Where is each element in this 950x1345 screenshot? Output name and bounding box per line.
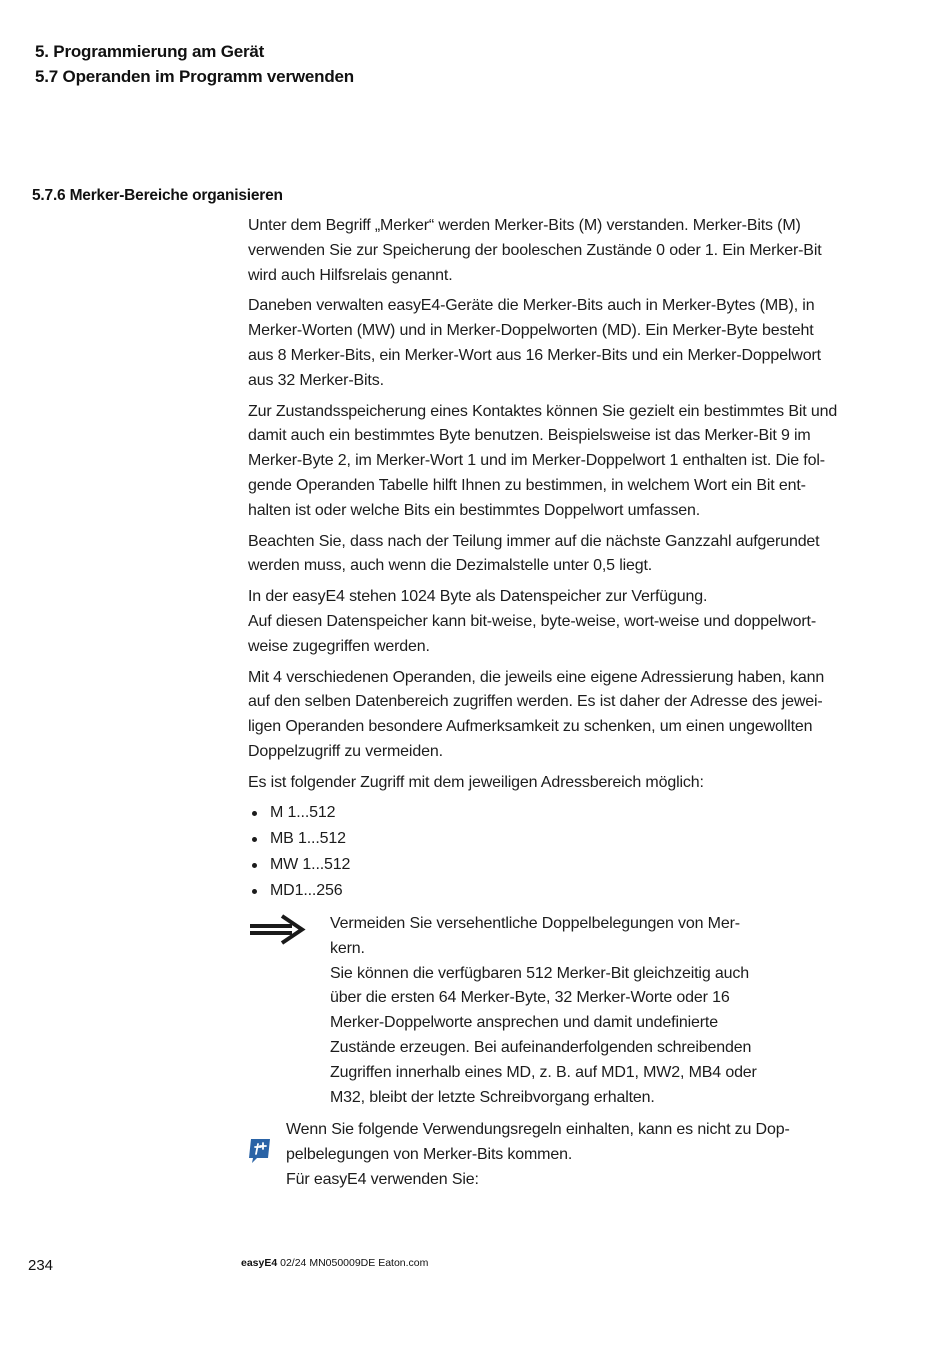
arrow-right-icon	[248, 913, 306, 947]
text-line: weise zugegriffen werden.	[248, 637, 430, 655]
text-line: verwenden Sie zur Speicherung der booleschen Zustände 0 oder 1. Ein Merker-Bit	[248, 241, 822, 259]
page-number: 234	[28, 1257, 54, 1274]
text-line: damit auch ein bestimmtes Byte benutzen. Beispielsweise ist das Merker-Bit 9 im	[248, 427, 811, 445]
list-item: MD1...256	[248, 878, 863, 904]
note-line: Zugriffen innerhalb eines MD, z. B. auf MD1, MW2, MB4 oder	[330, 1063, 757, 1081]
subsection-title: 5.7.6 Merker-Bereiche organisieren	[32, 187, 283, 204]
tip-line: pelbelegungen von Merker-Bits kommen.	[286, 1145, 573, 1163]
text-line: auf den selben Datenbereich zugriffen werden. Es ist daher der Adresse des jewei-	[248, 693, 823, 711]
text-line: wird auch Hilfsrelais genannt.	[248, 266, 453, 284]
footer-info	[241, 1257, 428, 1269]
text-line: halten ist oder welche Bits ein bestimmtes Doppelwort umfassen.	[248, 501, 701, 519]
paragraph-3	[248, 400, 863, 524]
text-line: Merker-Worten (MW) und in Merker-Doppelworten (MD). Ein Merker-Byte besteht	[248, 322, 814, 340]
footer-site: Eaton.com	[378, 1257, 429, 1269]
text-line: Mit 4 verschiedenen Operanden, die jeweils eine eigene Adressierung haben, kann	[248, 668, 825, 686]
text-line: ligen Operanden besondere Aufmerksamkeit zu schenken, um einen ungewollten	[248, 718, 813, 736]
text-line: aus 8 Merker-Bits, ein Merker-Wort aus 16 Merker-Bits und ein Merker-Doppelwort	[248, 346, 821, 364]
text-line: werden muss, auch wenn die Dezimalstelle unter 0,5 liegt.	[248, 557, 653, 575]
paragraph-1	[248, 214, 863, 288]
list-item: M 1...512	[248, 800, 863, 826]
tip-line: Wenn Sie folgende Verwendungsregeln einhalten, kann es nicht zu Dop-	[286, 1121, 790, 1138]
text-line: Zur Zustandsspeicherung eines Kontaktes können Sie gezielt ein bestimmtes Bit und	[248, 402, 838, 420]
text-line: Unter dem Begriff „Merker“ werden Merker-Bits (M) verstanden. Merker-Bits (M)	[248, 217, 801, 234]
operand-range-list	[248, 800, 863, 904]
tip-note	[286, 1118, 826, 1192]
paragraph-2	[248, 294, 863, 393]
paragraph-4	[248, 530, 863, 580]
list-item: MB 1...512	[248, 826, 863, 852]
note-line: Sie können die verfügbaren 512 Merker-Bit gleichzeitig auch	[330, 964, 749, 982]
note-line: Vermeiden Sie versehentliche Doppelbelegungen von Mer-	[330, 915, 740, 932]
warning-note	[330, 912, 780, 1110]
footer-product: easyE4	[241, 1257, 278, 1269]
text-line: In der easyE4 stehen 1024 Byte als Datenspeicher zur Verfügung.	[248, 588, 708, 606]
text-line: Doppelzugriff zu vermeiden.	[248, 742, 443, 760]
body-text	[248, 214, 863, 904]
note-line: über die ersten 64 Merker-Byte, 32 Merker-Worte oder 16	[330, 989, 730, 1007]
tip-line: Für easyE4 verwenden Sie:	[286, 1170, 479, 1188]
paragraph-5	[248, 585, 863, 659]
section-heading: 5.7 Operanden im Programm verwenden	[35, 67, 354, 86]
note-line: kern.	[330, 939, 365, 957]
text-line: Beachten Sie, dass nach der Teilung immer auf die nächste Ganzzahl aufgerundet	[248, 532, 820, 550]
paragraph-7	[248, 771, 863, 796]
note-line: Zustände erzeugen. Bei aufeinanderfolgenden schreibenden	[330, 1038, 752, 1056]
text-line: Auf diesen Datenspeicher kann bit-weise, byte-weise, wort-weise und doppelwort-	[248, 612, 817, 630]
paragraph-6	[248, 666, 863, 765]
list-item: MW 1...512	[248, 852, 863, 878]
chapter-heading: 5. Programmierung am Gerät	[35, 42, 265, 61]
footer-doc-ref: 02/24 MN050009DE	[280, 1257, 376, 1269]
info-tip-icon	[248, 1138, 272, 1164]
note-line: Merker-Doppelworte ansprechen und damit undefinierte	[330, 1014, 718, 1032]
text-line: Daneben verwalten easyE4-Geräte die Merker-Bits auch in Merker-Bytes (MB), in	[248, 297, 815, 315]
note-line: M32, bleibt der letzte Schreibvorgang erhalten.	[330, 1088, 655, 1106]
text-line: gende Operanden Tabelle hilft Ihnen zu bestimmen, in welchem Wort ein Bit ent-	[248, 476, 806, 494]
text-line: aus 32 Merker-Bits.	[248, 371, 384, 389]
text-line: Es ist folgender Zugriff mit dem jeweiligen Adressbereich möglich:	[248, 773, 704, 791]
text-line: Merker-Byte 2, im Merker-Wort 1 und im Merker-Doppelwort 1 enthalten ist. Die fol-	[248, 452, 825, 470]
